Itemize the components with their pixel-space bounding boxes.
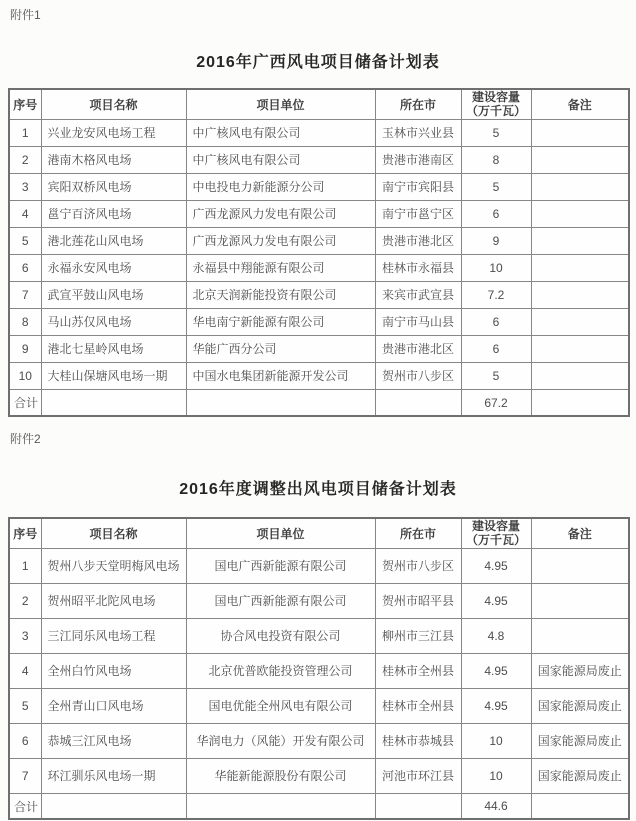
city-cell: 来宾市武宣县 [375, 281, 461, 308]
city-cell: 贺州市八步区 [375, 548, 461, 583]
city-cell: 桂林市全州县 [375, 688, 461, 723]
column-header-city: 所在市 [375, 518, 461, 548]
table-row [9, 146, 629, 173]
empty-cell [375, 389, 461, 416]
remark-cell [531, 119, 629, 146]
capacity-label-line1: 建设容量 [471, 519, 520, 533]
seq-cell: 7 [9, 758, 41, 793]
table-row [9, 723, 629, 758]
column-header-unit: 项目单位 [186, 89, 375, 119]
project-unit-cell: 华润电力（风能）开发有限公司 [186, 723, 375, 758]
remark-cell [531, 200, 629, 227]
project-unit-cell: 国电广西新能源有限公司 [186, 583, 375, 618]
table-row [9, 548, 629, 583]
seq-cell: 2 [9, 146, 41, 173]
city-cell: 贺州市昭平县 [375, 583, 461, 618]
project-name-cell: 宾阳双桥风电场 [41, 173, 186, 200]
project-unit-cell: 中国水电集团新能源开发公司 [186, 362, 375, 389]
table-row [9, 173, 629, 200]
project-unit-cell: 广西龙源风力发电有限公司 [186, 200, 375, 227]
project-name-cell: 武宣平鼓山风电场 [41, 281, 186, 308]
empty-cell [41, 793, 186, 819]
table-row [9, 281, 629, 308]
table-row [9, 227, 629, 254]
project-name-cell: 贺州昭平北陀风电场 [41, 583, 186, 618]
column-header-unit: 项目单位 [186, 518, 375, 548]
empty-cell [186, 389, 375, 416]
seq-cell: 7 [9, 281, 41, 308]
remark-cell [531, 281, 629, 308]
attachment2-label: 附件2 [10, 432, 41, 446]
column-header-capacity [461, 518, 531, 548]
capacity-cell: 4.95 [461, 583, 531, 618]
capacity-cell: 10 [461, 254, 531, 281]
seq-cell: 9 [9, 335, 41, 362]
project-unit-cell: 中广核风电有限公司 [186, 119, 375, 146]
project-unit-cell: 中电投电力新能源分公司 [186, 173, 375, 200]
project-name-cell: 马山苏仅风电场 [41, 308, 186, 335]
remark-cell: 国家能源局废止 [531, 723, 629, 758]
capacity-label-line2: （万千瓦） [465, 104, 526, 119]
remark-cell [531, 173, 629, 200]
project-unit-cell: 北京优普欧能投资管理公司 [186, 653, 375, 688]
table-row [9, 758, 629, 793]
project-unit-cell: 中广核风电有限公司 [186, 146, 375, 173]
table-row [9, 335, 629, 362]
project-unit-cell: 华能广西分公司 [186, 335, 375, 362]
capacity-cell: 5 [461, 173, 531, 200]
capacity-label-line1: 建设容量 [471, 90, 520, 104]
column-header-name: 项目名称 [41, 518, 186, 548]
header-row [9, 89, 629, 119]
table-row [9, 308, 629, 335]
column-header-capacity [461, 89, 531, 119]
project-name-cell: 港南木格风电场 [41, 146, 186, 173]
city-cell: 桂林市恭城县 [375, 723, 461, 758]
city-cell: 南宁市邕宁区 [375, 200, 461, 227]
city-cell: 贵港市港北区 [375, 227, 461, 254]
seq-cell: 2 [9, 583, 41, 618]
capacity-cell: 10 [461, 758, 531, 793]
empty-cell [41, 389, 186, 416]
total-label-cell: 合计 [9, 389, 41, 416]
table-row [9, 119, 629, 146]
table-row [9, 688, 629, 723]
column-header-remark: 备注 [531, 518, 629, 548]
city-cell: 玉林市兴业县 [375, 119, 461, 146]
remark-cell: 国家能源局废止 [531, 653, 629, 688]
capacity-cell: 5 [461, 119, 531, 146]
table-row [9, 618, 629, 653]
city-cell: 南宁市宾阳县 [375, 173, 461, 200]
project-name-cell: 恭城三江风电场 [41, 723, 186, 758]
project-unit-cell: 协合风电投资有限公司 [186, 618, 375, 653]
capacity-cell: 5 [461, 362, 531, 389]
remark-cell [531, 583, 629, 618]
project-unit-cell: 永福县中翔能源有限公司 [186, 254, 375, 281]
table-row [9, 362, 629, 389]
remark-cell: 国家能源局废止 [531, 688, 629, 723]
table-row [9, 200, 629, 227]
remark-cell [531, 227, 629, 254]
empty-cell [531, 389, 629, 416]
seq-cell: 1 [9, 119, 41, 146]
remark-cell [531, 335, 629, 362]
seq-cell: 4 [9, 653, 41, 688]
project-name-cell: 港北莲花山风电场 [41, 227, 186, 254]
project-unit-cell: 华能新能源股份有限公司 [186, 758, 375, 793]
header-row [9, 518, 629, 548]
capacity-cell: 7.2 [461, 281, 531, 308]
wind-project-reserve-table [8, 88, 630, 417]
seq-cell: 6 [9, 723, 41, 758]
table1-title: 2016年广西风电项目储备计划表 [196, 54, 440, 71]
column-header-seq: 序号 [9, 518, 41, 548]
remark-cell [531, 548, 629, 583]
remark-cell: 国家能源局废止 [531, 758, 629, 793]
seq-cell: 10 [9, 362, 41, 389]
project-unit-cell: 北京天润新能投资有限公司 [186, 281, 375, 308]
city-cell: 贵港市港南区 [375, 146, 461, 173]
seq-cell: 3 [9, 173, 41, 200]
table2-title: 2016年度调整出风电项目储备计划表 [179, 481, 457, 498]
capacity-cell: 6 [461, 200, 531, 227]
capacity-cell: 4.95 [461, 653, 531, 688]
project-unit-cell: 华电南宁新能源有限公司 [186, 308, 375, 335]
city-cell: 南宁市马山县 [375, 308, 461, 335]
project-name-cell: 港北七星岭风电场 [41, 335, 186, 362]
remark-cell [531, 254, 629, 281]
column-header-seq: 序号 [9, 89, 41, 119]
project-name-cell: 全州白竹风电场 [41, 653, 186, 688]
city-cell: 柳州市三江县 [375, 618, 461, 653]
project-name-cell: 贺州八步天堂明梅风电场 [41, 548, 186, 583]
capacity-cell: 6 [461, 308, 531, 335]
capacity-cell: 8 [461, 146, 531, 173]
empty-cell [531, 793, 629, 819]
capacity-cell: 4.8 [461, 618, 531, 653]
project-unit-cell: 广西龙源风力发电有限公司 [186, 227, 375, 254]
city-cell: 河池市环江县 [375, 758, 461, 793]
column-header-city: 所在市 [375, 89, 461, 119]
seq-cell: 8 [9, 308, 41, 335]
capacity-cell: 9 [461, 227, 531, 254]
city-cell: 桂林市永福县 [375, 254, 461, 281]
table-row [9, 254, 629, 281]
column-header-remark: 备注 [531, 89, 629, 119]
remark-cell [531, 362, 629, 389]
empty-cell [186, 793, 375, 819]
project-name-cell: 永福永安风电场 [41, 254, 186, 281]
project-unit-cell: 国电广西新能源有限公司 [186, 548, 375, 583]
capacity-label-line2: （万千瓦） [465, 533, 526, 548]
capacity-cell: 6 [461, 335, 531, 362]
seq-cell: 5 [9, 688, 41, 723]
city-cell: 桂林市全州县 [375, 653, 461, 688]
project-name-cell: 全州青山口风电场 [41, 688, 186, 723]
capacity-cell: 4.95 [461, 548, 531, 583]
project-name-cell: 三江同乐风电场工程 [41, 618, 186, 653]
remark-cell [531, 146, 629, 173]
total-capacity-cell: 67.2 [461, 389, 531, 416]
remark-cell [531, 618, 629, 653]
seq-cell: 3 [9, 618, 41, 653]
total-row [9, 793, 629, 819]
capacity-cell: 4.95 [461, 688, 531, 723]
table-row [9, 583, 629, 618]
city-cell: 贺州市八步区 [375, 362, 461, 389]
total-capacity-cell: 44.6 [461, 793, 531, 819]
project-name-cell: 兴业龙安风电场工程 [41, 119, 186, 146]
column-header-name: 项目名称 [41, 89, 186, 119]
attachment1-label: 附件1 [10, 8, 41, 22]
total-label-cell: 合计 [9, 793, 41, 819]
seq-cell: 1 [9, 548, 41, 583]
total-row [9, 389, 629, 416]
seq-cell: 6 [9, 254, 41, 281]
project-unit-cell: 国电优能全州风电有限公司 [186, 688, 375, 723]
table-row [9, 653, 629, 688]
capacity-cell: 10 [461, 723, 531, 758]
city-cell: 贵港市港北区 [375, 335, 461, 362]
seq-cell: 5 [9, 227, 41, 254]
remark-cell [531, 308, 629, 335]
adjusted-out-wind-project-table [8, 517, 630, 820]
project-name-cell: 邕宁百济风电场 [41, 200, 186, 227]
seq-cell: 4 [9, 200, 41, 227]
empty-cell [375, 793, 461, 819]
project-name-cell: 环江驯乐风电场一期 [41, 758, 186, 793]
project-name-cell: 大桂山保塘风电场一期 [41, 362, 186, 389]
